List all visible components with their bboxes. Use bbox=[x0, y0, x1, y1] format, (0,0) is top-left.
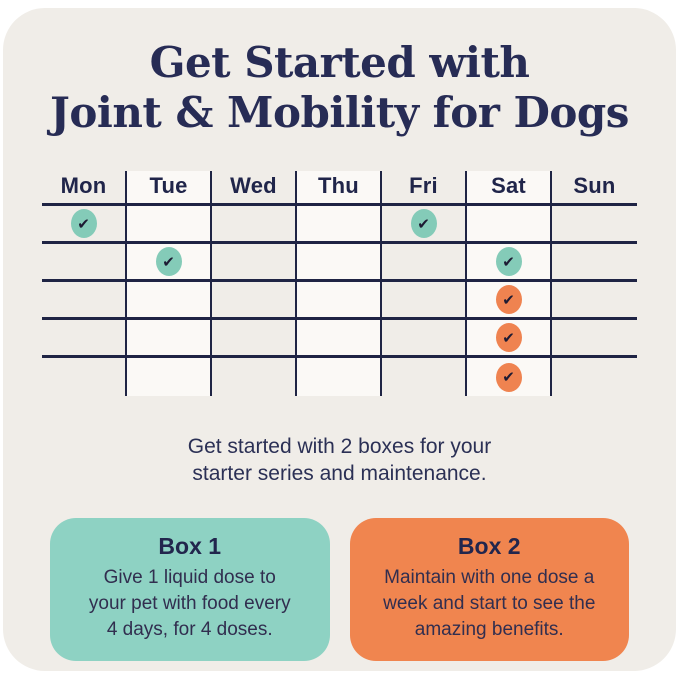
box-1-text-line-3: 4 days, for 4 doses. bbox=[106, 619, 273, 640]
calendar-cell bbox=[127, 244, 212, 282]
day-header-sun: Sun bbox=[552, 171, 637, 206]
calendar-cell bbox=[42, 358, 127, 396]
check-icon: ✔ bbox=[71, 209, 97, 238]
calendar-cell bbox=[467, 206, 552, 244]
calendar-cell bbox=[42, 320, 127, 358]
box-2-title: Box 2 bbox=[457, 533, 521, 559]
calendar-cell bbox=[552, 358, 637, 396]
calendar-cell bbox=[297, 282, 382, 320]
title-line-1: Get Started with bbox=[149, 38, 530, 87]
calendar-cell bbox=[212, 320, 297, 358]
calendar-cell bbox=[467, 358, 552, 396]
info-boxes bbox=[50, 518, 629, 661]
box-1-text-line-1: Give 1 liquid dose to bbox=[103, 567, 276, 588]
day-header-tue: Tue bbox=[127, 171, 212, 206]
calendar-cell bbox=[382, 358, 467, 396]
check-icon: ✔ bbox=[156, 247, 182, 276]
check-icon: ✔ bbox=[496, 363, 522, 392]
calendar-cell bbox=[297, 320, 382, 358]
box-2-text-line-3: amazing benefits. bbox=[414, 619, 564, 640]
calendar-cell bbox=[127, 206, 212, 244]
calendar-cell bbox=[552, 244, 637, 282]
title-line-2: Joint & Mobility for Dogs bbox=[50, 88, 629, 137]
box-1-card bbox=[50, 518, 330, 661]
subtitle bbox=[3, 433, 676, 487]
subtitle-line-1: Get started with 2 boxes for your bbox=[187, 435, 492, 458]
box-2-card bbox=[350, 518, 630, 661]
calendar-cell bbox=[382, 244, 467, 282]
calendar-cell bbox=[297, 244, 382, 282]
calendar-cell bbox=[42, 244, 127, 282]
calendar-cell bbox=[467, 244, 552, 282]
calendar-cell bbox=[212, 358, 297, 396]
check-icon: ✔ bbox=[496, 285, 522, 314]
day-header-fri: Fri bbox=[382, 171, 467, 206]
calendar-cell bbox=[552, 282, 637, 320]
box-1-text-line-2: your pet with food every bbox=[88, 593, 291, 614]
calendar-cell bbox=[382, 282, 467, 320]
subtitle-line-2: starter series and maintenance. bbox=[192, 462, 487, 485]
page-title bbox=[3, 38, 676, 138]
box-1-title: Box 1 bbox=[158, 533, 222, 559]
calendar-cell bbox=[297, 206, 382, 244]
calendar-cell bbox=[127, 282, 212, 320]
calendar-cell bbox=[552, 320, 637, 358]
check-icon: ✔ bbox=[496, 323, 522, 352]
day-header-sat: Sat bbox=[467, 171, 552, 206]
calendar-cell bbox=[42, 282, 127, 320]
day-header-thu: Thu bbox=[297, 171, 382, 206]
check-icon: ✔ bbox=[411, 209, 437, 238]
box-2-text-line-1: Maintain with one dose a bbox=[384, 567, 595, 588]
calendar-cell bbox=[42, 206, 127, 244]
calendar-cell bbox=[127, 320, 212, 358]
calendar-cell bbox=[127, 358, 212, 396]
day-header-wed: Wed bbox=[212, 171, 297, 206]
calendar-cell bbox=[212, 282, 297, 320]
calendar-cell bbox=[382, 206, 467, 244]
calendar-cell bbox=[212, 244, 297, 282]
calendar-cell bbox=[467, 282, 552, 320]
box-2-text-line-2: week and start to see the bbox=[383, 593, 596, 614]
calendar-cell bbox=[467, 320, 552, 358]
dosing-calendar bbox=[42, 171, 637, 396]
infographic-card bbox=[3, 8, 676, 671]
calendar-cell bbox=[212, 206, 297, 244]
check-icon: ✔ bbox=[496, 247, 522, 276]
day-header-mon: Mon bbox=[42, 171, 127, 206]
calendar-cell bbox=[297, 358, 382, 396]
calendar-cell bbox=[552, 206, 637, 244]
calendar-cell bbox=[382, 320, 467, 358]
